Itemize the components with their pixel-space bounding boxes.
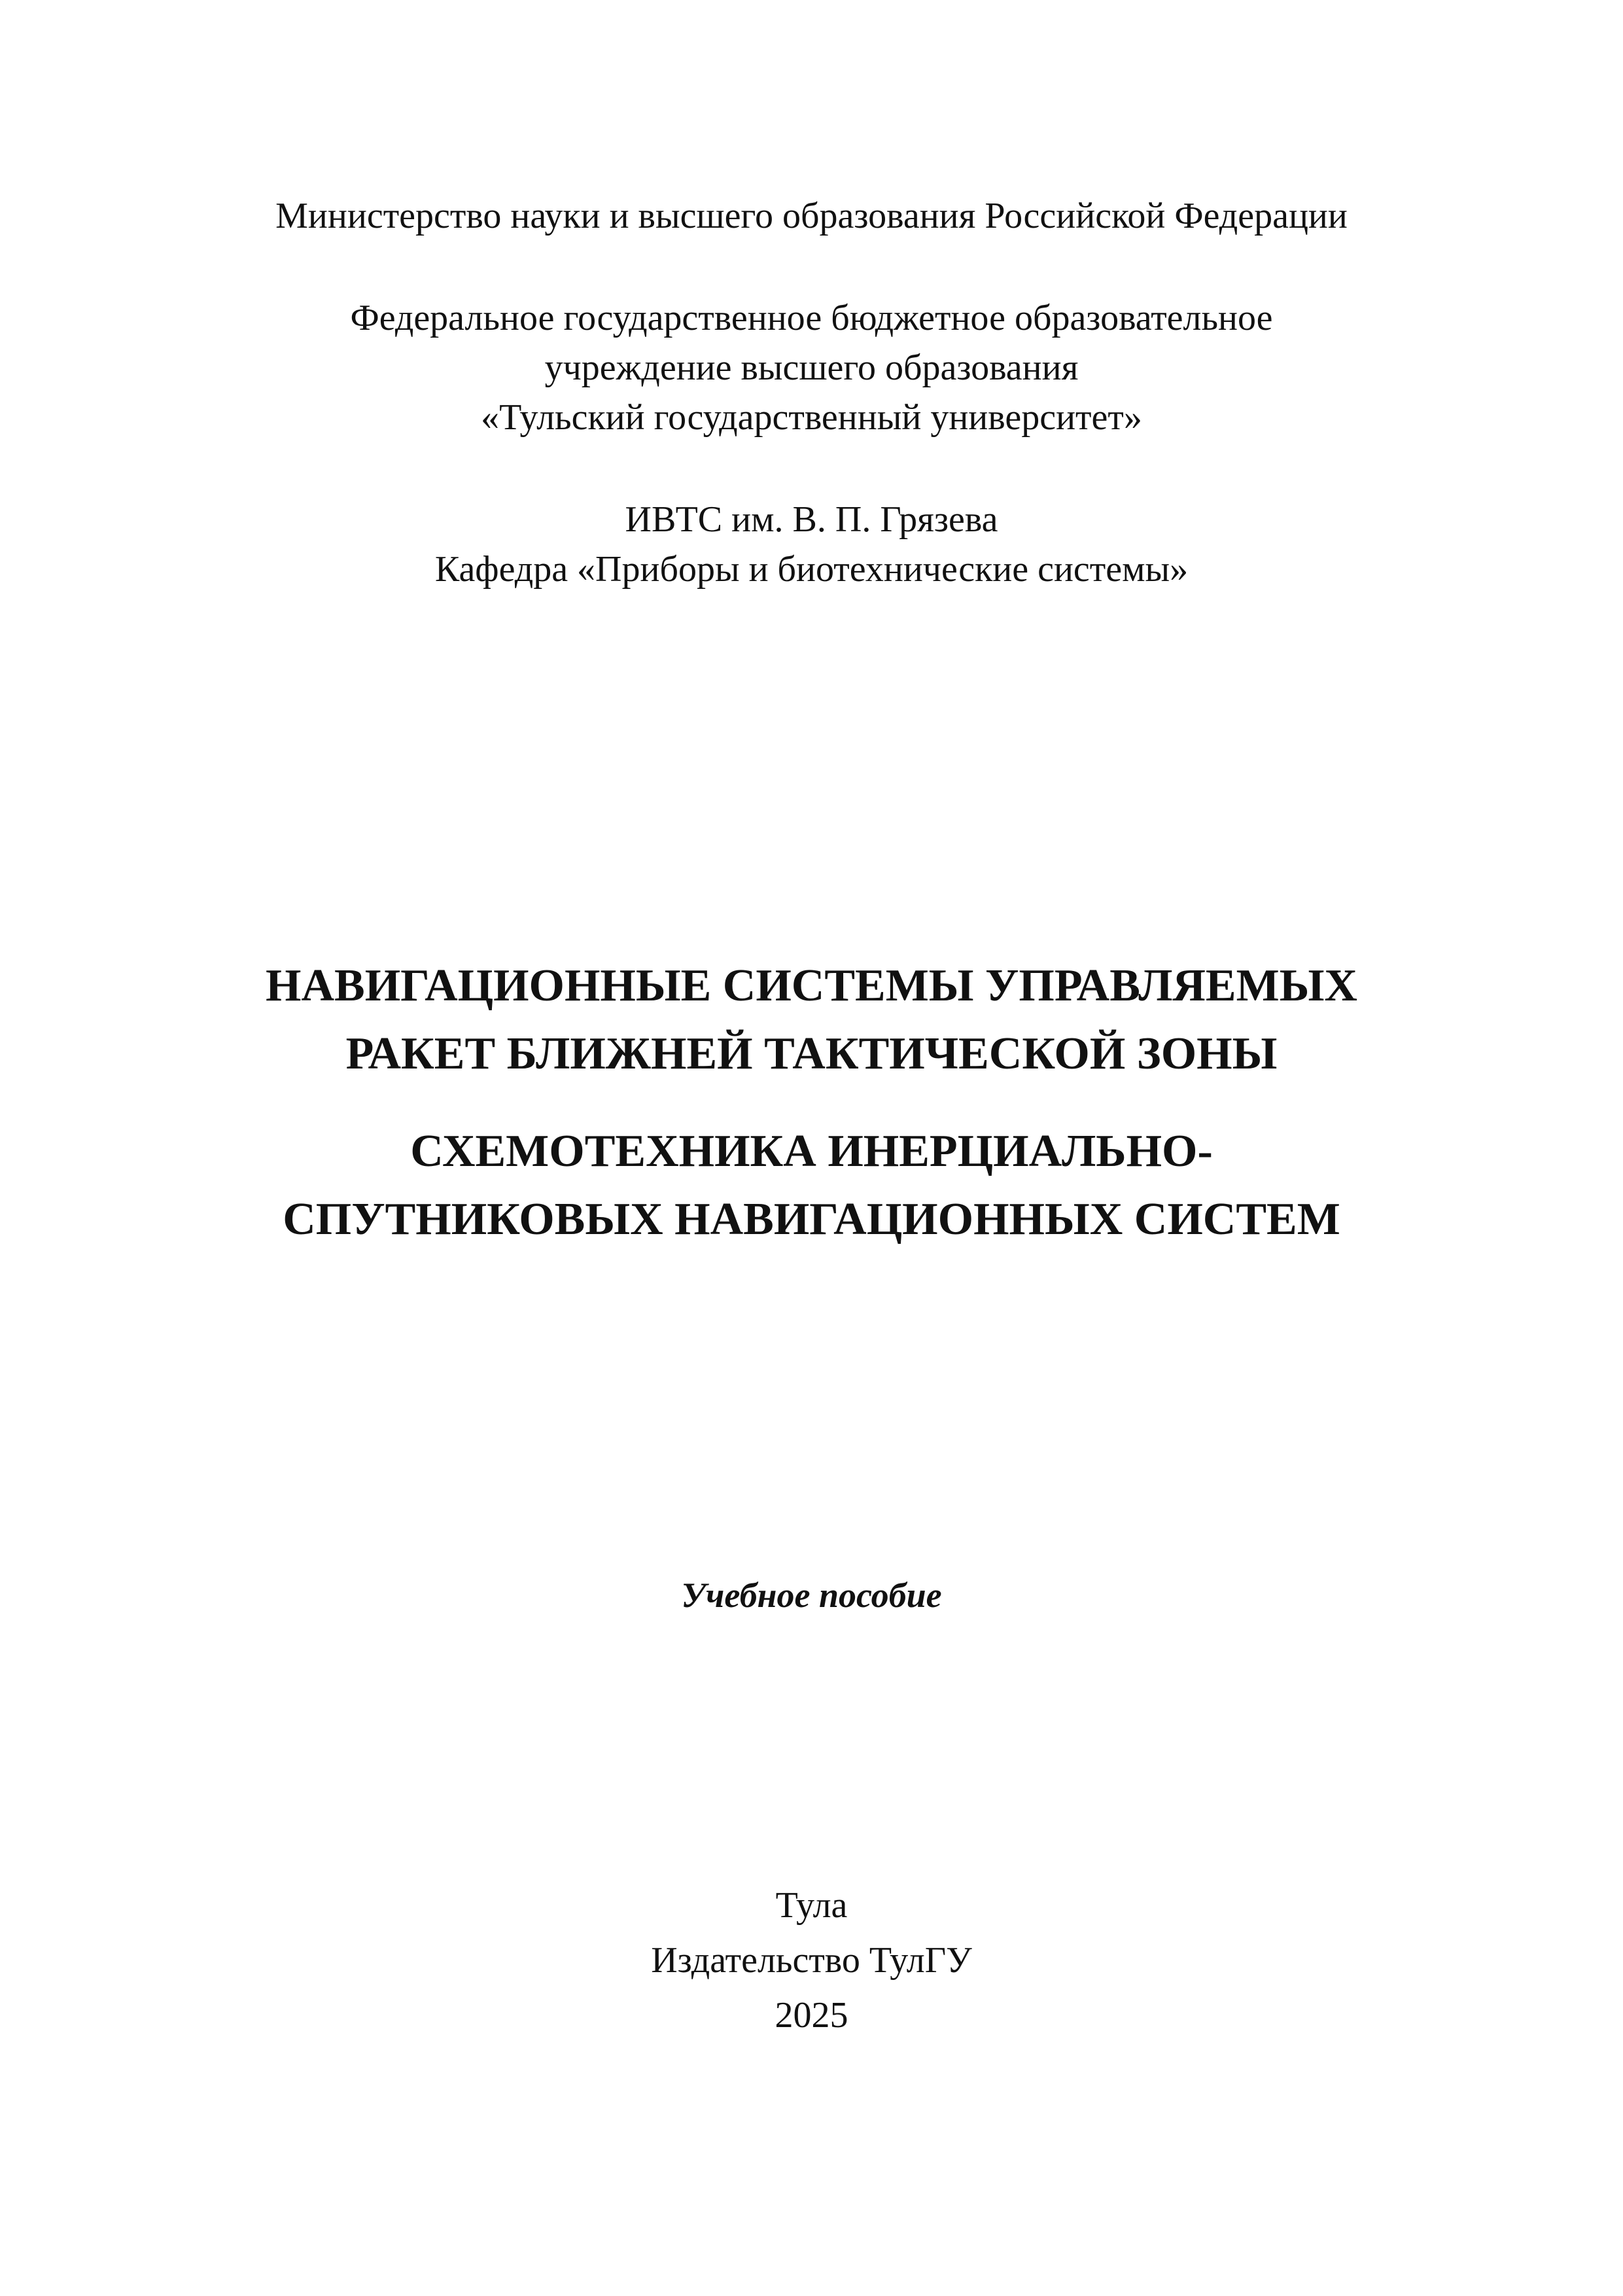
main-title-line-1: НАВИГАЦИОННЫЕ СИСТЕМЫ УПРАВЛЯЕМЫХ xyxy=(266,961,1357,1011)
institution-block xyxy=(0,293,1623,442)
subtitle-line-1: СХЕМОТЕХНИКА ИНЕРЦИАЛЬНО- xyxy=(410,1126,1213,1176)
main-title-line-2: РАКЕТ БЛИЖНЕЙ ТАКТИЧЕСКОЙ ЗОНЫ xyxy=(345,1029,1278,1079)
imprint-block xyxy=(0,1878,1623,2043)
chair-name: Кафедра «Приборы и биотехнические системы» xyxy=(434,549,1189,590)
subtitle xyxy=(0,1118,1623,1254)
imprint-year: 2025 xyxy=(775,1995,848,2036)
department-block xyxy=(0,495,1623,594)
institution-line-1: Федеральное государственное бюджетное образовательное xyxy=(350,298,1273,338)
institution-line-2: учреждение высшего образования xyxy=(544,347,1079,388)
imprint-city: Тула xyxy=(775,1885,848,1926)
document-type xyxy=(0,1570,1623,1620)
imprint-publisher: Издательство ТулГУ xyxy=(651,1940,972,1981)
subtitle-line-2: СПУТНИКОВЫХ НАВИГАЦИОННЫХ СИСТЕМ xyxy=(283,1194,1340,1245)
institute-name: ИВТС им. В. П. Грязева xyxy=(625,499,998,540)
ministry-name: Министерство науки и высшего образования Российской Федерации xyxy=(275,196,1348,236)
ministry-header xyxy=(0,191,1623,241)
document-type-label: Учебное пособие xyxy=(681,1576,942,1615)
institution-line-3: «Тульский государственный университет» xyxy=(481,397,1142,438)
main-title xyxy=(0,952,1623,1088)
